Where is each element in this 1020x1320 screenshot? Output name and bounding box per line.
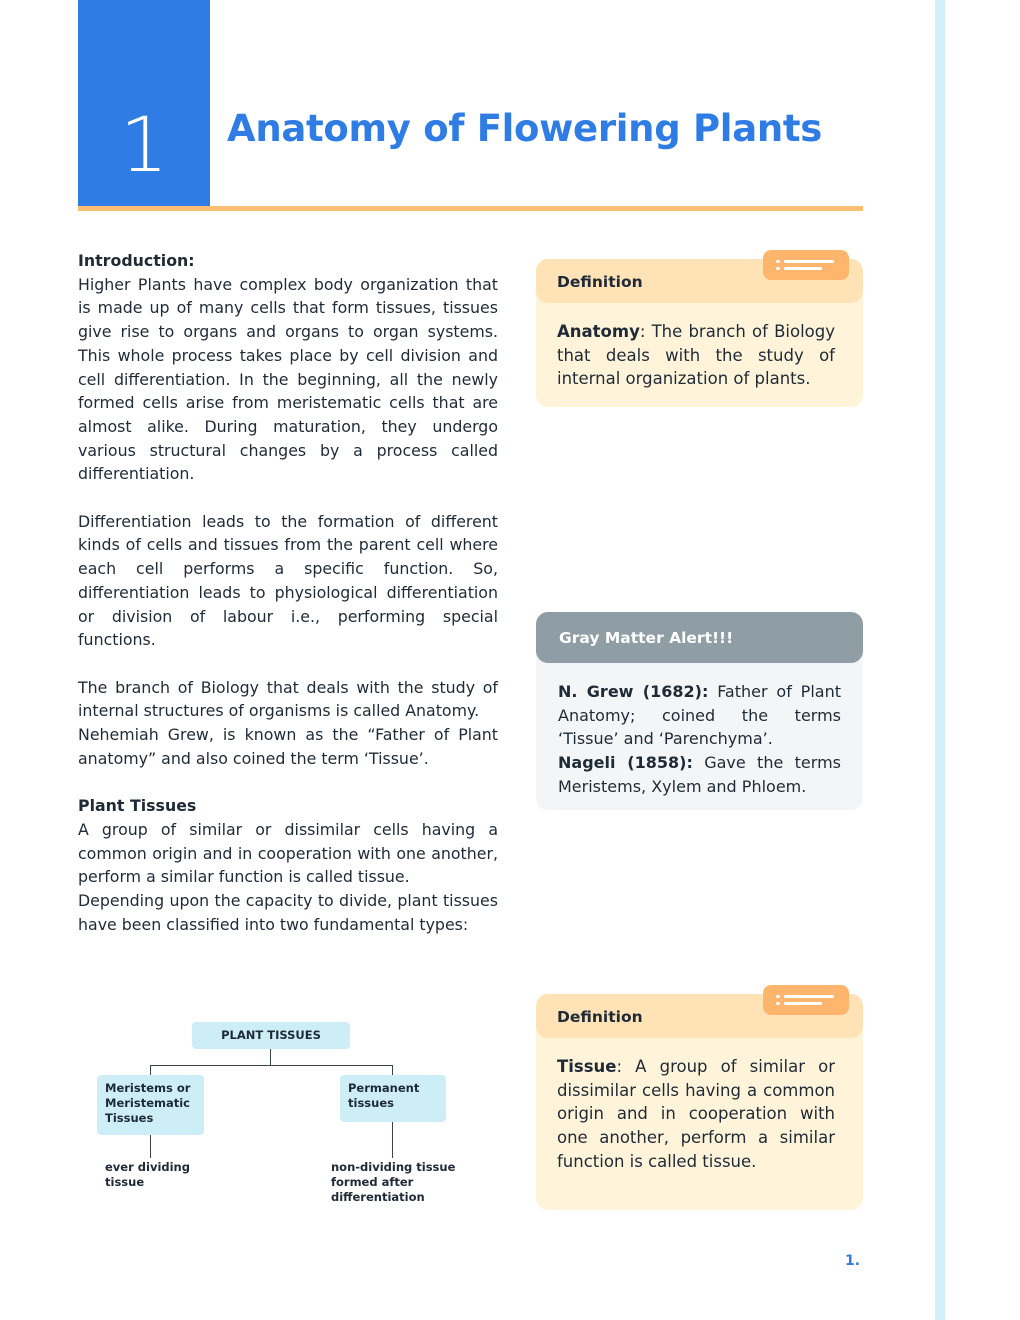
- definition-body: [536, 303, 863, 391]
- diagram-connector: [270, 1049, 271, 1065]
- definition-tab-icon: [763, 985, 849, 1015]
- gray-matter-text: Father of Plant Anatomy; coined the terms ‘Tissue’ and ‘Parenchyma’.: [558, 682, 841, 749]
- diagram-connector: [150, 1135, 151, 1158]
- intro-paragraph: Higher Plants have complex body organization that is made up of many cells that form tissues, tissues give rise to organs and organs to organ systems. This whole process takes place by cell division and cell differentiation. In the beginning, all the newly formed cells arise from meristematic cells that are almost alike. During maturation, they undergo various structural changes by a process called differentiation.: [78, 274, 498, 484]
- definition-heading: Definition: [536, 259, 863, 303]
- intro-paragraph: The branch of Biology that deals with the study of internal structures of organisms is called Anatomy.: [78, 677, 498, 721]
- gray-matter-name: Nageli (1858):: [558, 753, 693, 773]
- diagram-permanent-node: Permanent tissues: [340, 1075, 446, 1122]
- gray-matter-alert-box: [536, 612, 863, 810]
- plant-tissues-paragraph: Depending upon the capacity to divide, plant tissues have been classified into two fundamental types:: [78, 890, 498, 934]
- diagram-root-node: PLANT TISSUES: [192, 1022, 350, 1049]
- gray-matter-entry: [558, 680, 841, 751]
- definition-body: [536, 1038, 863, 1174]
- title-rule: [78, 206, 863, 211]
- gray-matter-entry: [558, 751, 841, 798]
- intro-section: [78, 249, 498, 936]
- intro-heading: Introduction:: [78, 251, 195, 270]
- definition-box-tissue: [536, 994, 863, 1210]
- chapter-number: 1: [119, 100, 169, 189]
- definition-term: Anatomy: [557, 322, 640, 341]
- gray-matter-name: N. Grew (1682):: [558, 682, 709, 701]
- intro-paragraph: Differentiation leads to the formation of different kinds of cells and tissues from the parent cell where each cell performs a specific function. So, differentiation leads to physiological differentiation or division of labour i.e., performing special functions.: [78, 511, 498, 650]
- gray-matter-heading: Gray Matter Alert!!!: [536, 612, 863, 663]
- plant-tissues-paragraph: A group of similar or dissimilar cells having a common origin and in cooperation with one another, perform a similar function is called tissue.: [78, 819, 498, 887]
- chapter-number-box: [78, 0, 210, 206]
- plant-tissues-heading: Plant Tissues: [78, 796, 197, 816]
- diagram-meristem-note: ever dividing tissue: [105, 1160, 190, 1189]
- diagram-permanent-note: non-dividing tissue formed after differentiation: [331, 1160, 456, 1204]
- definition-tab-icon: [763, 250, 849, 280]
- side-stripe: [935, 0, 945, 1320]
- definition-term: Tissue: [557, 1057, 617, 1076]
- definition-heading: Definition: [536, 994, 863, 1038]
- diagram-connector: [392, 1065, 393, 1075]
- definition-box-anatomy: [536, 259, 863, 407]
- diagram-connector: [150, 1065, 151, 1075]
- chapter-title: Anatomy of Flowering Plants: [227, 107, 823, 150]
- page-number: 1.: [845, 1253, 861, 1269]
- intro-paragraph: Nehemiah Grew, is known as the “Father of Plant anatomy” and also coined the term ‘Tissue’.: [78, 725, 498, 768]
- diagram-connector: [150, 1065, 393, 1066]
- plant-tissues-diagram: [78, 1020, 498, 1220]
- gray-matter-text: Gave the terms Meristems, Xylem and Phloem.: [558, 753, 841, 796]
- diagram-connector: [392, 1122, 393, 1158]
- definition-text: : The branch of Biology that deals with the study of internal organization of plants.: [557, 322, 835, 389]
- definition-text: : A group of similar or dissimilar cells having a common origin and in cooperation with one another, perform a similar function is called tissue.: [557, 1057, 835, 1171]
- diagram-meristem-node: Meristems or Meristematic Tissues: [97, 1075, 204, 1135]
- gray-matter-body: [536, 663, 863, 799]
